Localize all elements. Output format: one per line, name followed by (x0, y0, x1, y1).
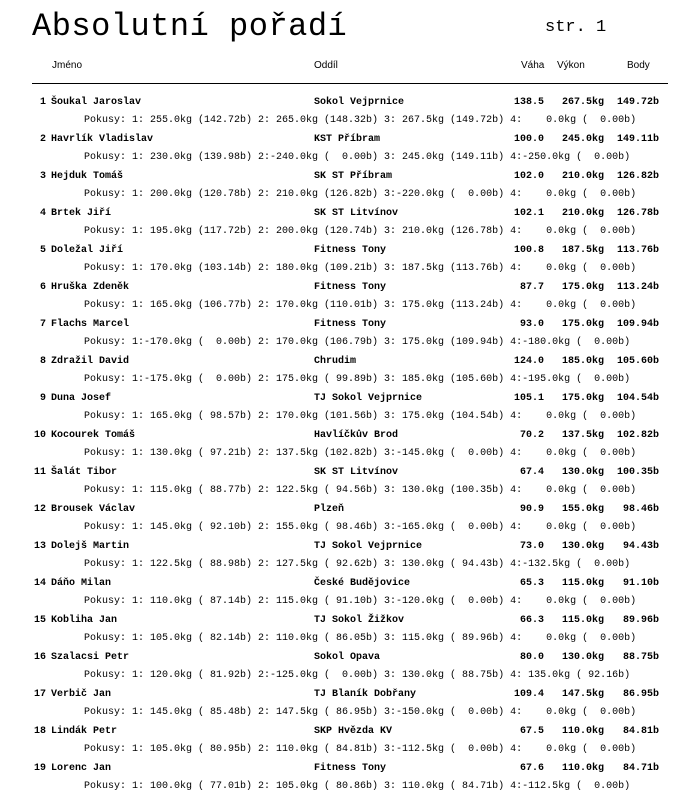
performance: 187.5kg (561, 245, 604, 256)
body-weight: 124.0 (513, 356, 544, 367)
athlete-name: Kobliha Jan (51, 615, 118, 626)
attempts-line: Pokusy: 1: 130.0kg ( 97.21b) 2: 137.5kg (102.82b) 3:-145.0kg ( 0.00b) 4: 0.0kg ( 0.00b) (84, 448, 637, 459)
attempts-line: Pokusy: 1: 145.0kg ( 85.48b) 2: 147.5kg ( 86.95b) 3:-150.0kg ( 0.00b) 4: 0.0kg ( 0.00b) (84, 707, 637, 718)
rank: 11 (33, 467, 46, 478)
result-row (0, 428, 700, 465)
result-row (0, 354, 700, 391)
rank: 14 (33, 578, 46, 589)
performance: 175.0kg (561, 282, 604, 293)
body-weight: 67.5 (519, 726, 544, 737)
points: 89.96b (622, 615, 659, 626)
performance: 245.0kg (561, 134, 604, 145)
rank: 6 (39, 282, 46, 293)
athlete-line (0, 502, 700, 518)
athlete-line (0, 169, 700, 185)
rank: 5 (39, 245, 46, 256)
body-weight: 70.2 (519, 430, 544, 441)
rank: 9 (39, 393, 46, 404)
athlete-club: TJ Blaník Dobřany (314, 689, 417, 700)
points: 98.46b (622, 504, 659, 515)
attempts-line: Pokusy: 1: 165.0kg ( 98.57b) 2: 170.0kg (101.56b) 3: 175.0kg (104.54b) 4: 0.0kg ( 0.00b) (84, 411, 637, 422)
rank: 7 (39, 319, 46, 330)
performance: 185.0kg (561, 356, 604, 367)
athlete-line (0, 428, 700, 444)
attempts-line: Pokusy: 1: 145.0kg ( 92.10b) 2: 155.0kg ( 98.46b) 3:-165.0kg ( 0.00b) 4: 0.0kg ( 0.00b) (84, 522, 637, 533)
body-weight: 138.5 (513, 97, 544, 108)
performance: 110.0kg (561, 726, 604, 737)
attempts-line: Pokusy: 1: 230.0kg (139.98b) 2:-240.0kg ( 0.00b) 3: 245.0kg (149.11b) 4:-250.0kg ( 0.00b) (84, 152, 631, 163)
body-weight: 87.7 (519, 282, 544, 293)
points: 104.54b (616, 393, 659, 404)
athlete-club: SK ST Litvínov (314, 208, 399, 219)
rank: 12 (33, 504, 46, 515)
athlete-name: Doležal Jiří (51, 245, 124, 256)
points: 105.60b (616, 356, 659, 367)
attempts-line: Pokusy: 1: 100.0kg ( 77.01b) 2: 105.0kg ( 80.86b) 3: 110.0kg ( 84.71b) 4:-112.5kg ( 0.00b) (84, 781, 631, 792)
points: 149.11b (616, 134, 659, 145)
athlete-name: Szalacsi Petr (51, 652, 130, 663)
body-weight: 100.8 (513, 245, 544, 256)
performance: 147.5kg (561, 689, 604, 700)
athlete-line (0, 650, 700, 666)
column-header-performance: Výkon (557, 60, 585, 71)
athlete-name: Brtek Jiří (51, 208, 112, 219)
points: 91.10b (622, 578, 659, 589)
athlete-line (0, 687, 700, 703)
athlete-name: Brousek Václav (51, 504, 136, 515)
athlete-club: Chrudim (314, 356, 357, 367)
athlete-line (0, 206, 700, 222)
rank: 17 (33, 689, 46, 700)
athlete-club: KST Příbram (314, 134, 381, 145)
athlete-name: Dáňo Milan (51, 578, 112, 589)
athlete-club: TJ Sokol Vejprnice (314, 393, 423, 404)
result-row (0, 576, 700, 613)
points: 88.75b (622, 652, 659, 663)
body-weight: 102.0 (513, 171, 544, 182)
body-weight: 105.1 (513, 393, 544, 404)
athlete-line (0, 724, 700, 740)
attempts-line: Pokusy: 1: 122.5kg ( 88.98b) 2: 127.5kg ( 92.62b) 3: 130.0kg ( 94.43b) 4:-132.5kg ( 0.00b) (84, 559, 631, 570)
athlete-line (0, 243, 700, 259)
body-weight: 90.9 (519, 504, 544, 515)
result-row (0, 465, 700, 502)
athlete-line (0, 354, 700, 370)
athlete-name: Flachs Marcel (51, 319, 130, 330)
result-row (0, 243, 700, 280)
performance: 210.0kg (561, 171, 604, 182)
athlete-club: SK ST Litvínov (314, 467, 399, 478)
athlete-club: SK ST Příbram (314, 171, 393, 182)
rank: 1 (39, 97, 46, 108)
body-weight: 80.0 (519, 652, 544, 663)
body-weight: 66.3 (519, 615, 544, 626)
athlete-club: Havlíčkův Brod (314, 430, 399, 441)
header-divider (32, 83, 668, 84)
attempts-line: Pokusy: 1: 105.0kg ( 80.95b) 2: 110.0kg ( 84.81b) 3:-112.5kg ( 0.00b) 4: 0.0kg ( 0.00b) (84, 744, 637, 755)
athlete-line (0, 539, 700, 555)
athlete-line (0, 761, 700, 777)
result-row (0, 502, 700, 539)
athlete-line (0, 391, 700, 407)
attempts-line: Pokusy: 1: 200.0kg (120.78b) 2: 210.0kg (126.82b) 3:-220.0kg ( 0.00b) 4: 0.0kg ( 0.00b) (84, 189, 637, 200)
athlete-name: Verbič Jan (51, 689, 112, 700)
points: 113.76b (616, 245, 659, 256)
body-weight: 73.0 (519, 541, 544, 552)
athlete-club: České Budějovice (314, 578, 411, 589)
points: 102.82b (616, 430, 659, 441)
athlete-line (0, 95, 700, 111)
points: 86.95b (622, 689, 659, 700)
body-weight: 67.6 (519, 763, 544, 774)
attempts-line: Pokusy: 1: 255.0kg (142.72b) 2: 265.0kg (148.32b) 3: 267.5kg (149.72b) 4: 0.0kg ( 0.00b) (84, 115, 637, 126)
athlete-line (0, 280, 700, 296)
athlete-club: Fitness Tony (314, 763, 387, 774)
result-row (0, 724, 700, 761)
attempts-line: Pokusy: 1:-175.0kg ( 0.00b) 2: 175.0kg ( 99.89b) 3: 185.0kg (105.60b) 4:-195.0kg ( 0.00b) (84, 374, 631, 385)
athlete-name: Duna Josef (51, 393, 112, 404)
attempts-line: Pokusy: 1: 165.0kg (106.77b) 2: 170.0kg (110.01b) 3: 175.0kg (113.24b) 4: 0.0kg ( 0.00b) (84, 300, 637, 311)
body-weight: 67.4 (519, 467, 544, 478)
rank: 18 (33, 726, 46, 737)
attempts-line: Pokusy: 1: 170.0kg (103.14b) 2: 180.0kg (109.21b) 3: 187.5kg (113.76b) 4: 0.0kg ( 0.00b) (84, 263, 637, 274)
rank: 15 (33, 615, 46, 626)
attempts-line: Pokusy: 1: 115.0kg ( 88.77b) 2: 122.5kg ( 94.56b) 3: 130.0kg (100.35b) 4: 0.0kg ( 0.00b) (84, 485, 637, 496)
rank: 2 (39, 134, 46, 145)
athlete-name: Lorenc Jan (51, 763, 112, 774)
result-row (0, 280, 700, 317)
points: 94.43b (622, 541, 659, 552)
performance: 210.0kg (561, 208, 604, 219)
performance: 267.5kg (561, 97, 604, 108)
result-row (0, 687, 700, 724)
attempts-line: Pokusy: 1: 110.0kg ( 87.14b) 2: 115.0kg ( 91.10b) 3:-120.0kg ( 0.00b) 4: 0.0kg ( 0.00b) (84, 596, 637, 607)
body-weight: 102.1 (513, 208, 544, 219)
result-row (0, 95, 700, 132)
performance: 110.0kg (561, 763, 604, 774)
body-weight: 93.0 (519, 319, 544, 330)
rank: 3 (39, 171, 46, 182)
athlete-club: Fitness Tony (314, 245, 387, 256)
athlete-club: Sokol Vejprnice (314, 97, 405, 108)
performance: 175.0kg (561, 393, 604, 404)
athlete-name: Hruška Zdeněk (51, 282, 130, 293)
results-list (0, 95, 700, 798)
athlete-line (0, 132, 700, 148)
result-row (0, 539, 700, 576)
athlete-club: SKP Hvězda KV (314, 726, 393, 737)
athlete-name: Lindák Petr (51, 726, 118, 737)
athlete-name: Šoukal Jaroslav (51, 97, 142, 108)
athlete-name: Šalát Tibor (51, 467, 118, 478)
performance: 130.0kg (561, 467, 604, 478)
attempts-line: Pokusy: 1: 195.0kg (117.72b) 2: 200.0kg (120.74b) 3: 210.0kg (126.78b) 4: 0.0kg ( 0.00b) (84, 226, 637, 237)
athlete-line (0, 317, 700, 333)
rank: 8 (39, 356, 46, 367)
athlete-line (0, 465, 700, 481)
points: 84.71b (622, 763, 659, 774)
result-row (0, 132, 700, 169)
column-header-name: Jméno (52, 60, 83, 71)
performance: 155.0kg (561, 504, 604, 515)
athlete-name: Kocourek Tomáš (51, 430, 136, 441)
attempts-line: Pokusy: 1:-170.0kg ( 0.00b) 2: 170.0kg (106.79b) 3: 175.0kg (109.94b) 4:-180.0kg ( 0.00b) (84, 337, 631, 348)
page-number: str. 1 (545, 18, 607, 37)
athlete-name: Zdražil David (51, 356, 130, 367)
rank: 19 (33, 763, 46, 774)
performance: 175.0kg (561, 319, 604, 330)
column-header-club: Oddíl (314, 60, 338, 71)
body-weight: 100.0 (513, 134, 544, 145)
athlete-line (0, 613, 700, 629)
athlete-name: Hejduk Tomáš (51, 171, 124, 182)
athlete-name: Dolejš Martin (51, 541, 130, 552)
athlete-club: TJ Sokol Vejprnice (314, 541, 423, 552)
performance: 115.0kg (561, 615, 604, 626)
result-row (0, 761, 700, 798)
points: 113.24b (616, 282, 659, 293)
athlete-club: Plzeň (314, 504, 345, 515)
athlete-club: Fitness Tony (314, 282, 387, 293)
rank: 16 (33, 652, 46, 663)
athlete-name: Havrlík Vladislav (51, 134, 154, 145)
points: 149.72b (616, 97, 659, 108)
performance: 115.0kg (561, 578, 604, 589)
rank: 10 (33, 430, 46, 441)
points: 100.35b (616, 467, 659, 478)
result-row (0, 206, 700, 243)
points: 126.78b (616, 208, 659, 219)
points: 84.81b (622, 726, 659, 737)
points: 126.82b (616, 171, 659, 182)
points: 109.94b (616, 319, 659, 330)
column-header-points: Body (627, 60, 650, 71)
body-weight: 65.3 (519, 578, 544, 589)
attempts-line: Pokusy: 1: 105.0kg ( 82.14b) 2: 110.0kg ( 86.05b) 3: 115.0kg ( 89.96b) 4: 0.0kg ( 0.00b) (84, 633, 637, 644)
page-title: Absolutní pořadí (32, 8, 348, 45)
athlete-club: Fitness Tony (314, 319, 387, 330)
result-row (0, 650, 700, 687)
result-row (0, 169, 700, 206)
body-weight: 109.4 (513, 689, 544, 700)
performance: 130.0kg (561, 541, 604, 552)
athlete-club: Sokol Opava (314, 652, 381, 663)
column-header-weight: Váha (521, 60, 545, 71)
performance: 137.5kg (561, 430, 604, 441)
rank: 4 (39, 208, 46, 219)
athlete-club: TJ Sokol Žižkov (314, 615, 405, 626)
athlete-line (0, 576, 700, 592)
rank: 13 (33, 541, 46, 552)
attempts-line: Pokusy: 1: 120.0kg ( 81.92b) 2:-125.0kg ( 0.00b) 3: 130.0kg ( 88.75b) 4: 135.0kg ( 92.16b) (84, 670, 631, 681)
result-row (0, 317, 700, 354)
result-row (0, 391, 700, 428)
performance: 130.0kg (561, 652, 604, 663)
result-row (0, 613, 700, 650)
